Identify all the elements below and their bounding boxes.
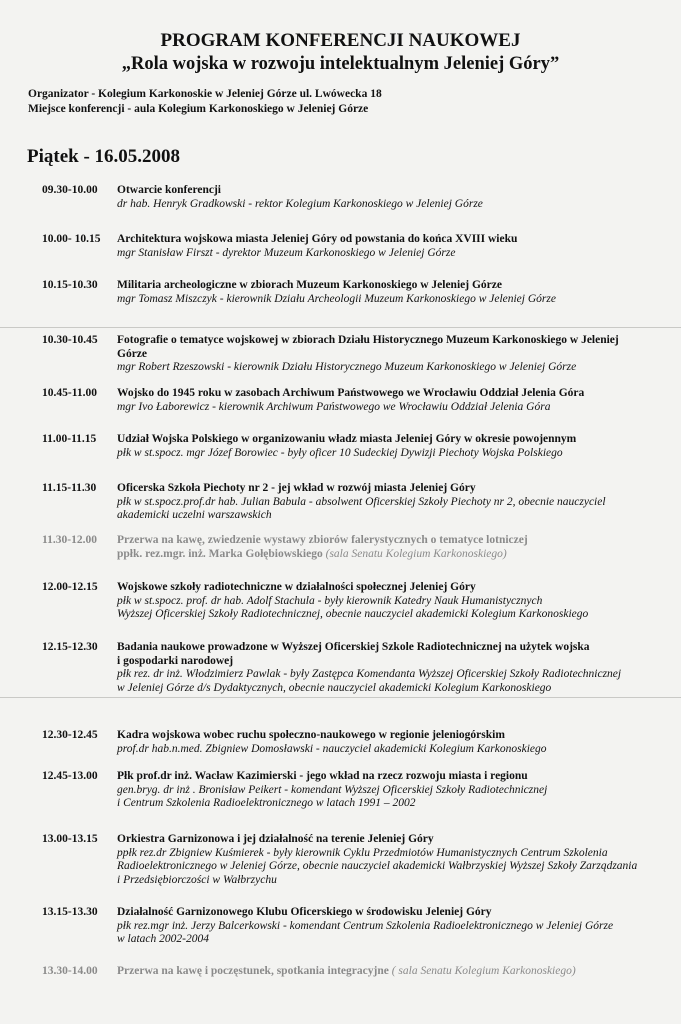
session-speaker: ppłk rez.dr Zbigniew Kuśmierek - były kierownik Cyklu Przedmiotów Humanistycznych Centrum Szkolenia <box>117 846 608 859</box>
session-speaker: płk rez. dr inż. Włodzimierz Pawlak - były Zastępca Komendanta Wyższej Oficerskiej Szkoły Radiotechnicznej <box>117 668 622 681</box>
session-speaker: mgr Stanisław Firszt - dyrektor Muzeum Karkonoskiego w Jeleniej Górze <box>117 246 456 259</box>
day-heading: Piątek - 16.05.2008 <box>27 146 181 167</box>
session-title: Przerwa na kawę i poczęstunek, spotkania integracyjne ( sala Senatu Kolegium Karkonoskiego) <box>117 965 576 977</box>
session-title: Otwarcie konferencji <box>117 184 222 196</box>
session-title: Badania naukowe prowadzone w Wyższej Oficerskiej Szkole Radiotechnicznej na użytek wojska <box>117 641 590 653</box>
session-speaker: w Jeleniej Górze d/s Dydaktycznych, obecnie nauczyciel akademicki Kolegium Karkonoskiego <box>117 682 552 695</box>
session-title: Militaria archeologiczne w zbiorach Muzeum Karkonoskiego w Jeleniej Górze <box>117 279 502 291</box>
session-title: Oficerska Szkoła Piechoty nr 2 - jej wkład w rozwój miasta Jeleniej Góry <box>117 482 476 494</box>
session-speaker: Wyższej Oficerskiej Szkoły Radiotechnicznej, obecnie nauczyciel akademicki Kolegium Karkonoskiego <box>117 608 589 621</box>
session-title: Udział Wojska Polskiego w organizowaniu władz miasta Jeleniej Góry w okresie powojennym <box>117 433 577 445</box>
session-speaker: mgr Ivo Łaborewicz - kierownik Archiwum Państwowego we Wrocławiu Oddział Jelenia Góra <box>117 400 551 413</box>
session-speaker: i Centrum Szkolenia Radioelektronicznego w latach 1991 – 2002 <box>117 797 416 810</box>
session-title: Płk prof.dr inż. Wacław Kazimierski - jego wkład na rzecz rozwoju miasta i regionu <box>117 770 528 782</box>
session-time: 13.15-13.30 <box>42 906 98 918</box>
venue: Miejsce konferencji - aula Kolegium Karkonoskiego w Jeleniej Górze <box>28 103 369 115</box>
paper-fold-line <box>0 327 681 328</box>
session-time: 10.45-11.00 <box>42 387 97 399</box>
organizer: Organizator - Kolegium Karkonoskie w Jeleniej Górze ul. Lwówecka 18 <box>28 88 382 100</box>
session-speaker: płk w st.spocz. prof. dr hab. Adolf Stachula - były kierownik Katedry Nauk Humanistycznych <box>117 594 543 607</box>
session-speaker: dr hab. Henryk Gradkowski - rektor Kolegium Karkonoskiego w Jeleniej Górze <box>117 197 483 210</box>
session-speaker: prof.dr hab.n.med. Zbigniew Domosławski - nauczyciel akademicki Kolegium Karkonoskiego <box>117 742 547 755</box>
session-time: 12.30-12.45 <box>42 729 98 741</box>
session-title: Wojskowe szkoły radiotechniczne w działalności społecznej Jeleniej Góry <box>117 581 476 593</box>
session-title: i gospodarki narodowej <box>117 654 234 667</box>
session-time: 11.15-11.30 <box>42 482 97 494</box>
session-speaker: Radioelektronicznego w Jeleniej Górze, obecnie nauczyciel akademicki Wałbrzyskiej Wyższej Szkoły Zarządzania <box>117 860 638 873</box>
session-speaker: płk w st.spocz.prof.dr hab. Julian Babula - absolwent Oficerskiej Szkoły Piechoty nr 2, obecnie nauczyciel <box>117 495 606 508</box>
session-speaker: i Przedsiębiorczości w Wałbrzychu <box>117 874 277 887</box>
session-speaker: w latach 2002-2004 <box>117 933 209 946</box>
session-speaker: gen.bryg. dr inż . Bronisław Peikert - komendant Wyższej Oficerskiej Szkoły Radiotechnicznej <box>117 783 548 796</box>
session-time: 10.00- 10.15 <box>42 233 101 245</box>
session-time: 10.30-10.45 <box>42 334 98 346</box>
session-time: 10.15-10.30 <box>42 279 98 291</box>
document-subtitle: „Rola wojska w rozwoju intelektualnym Jeleniej Góry” <box>121 54 560 74</box>
session-title: Orkiestra Garnizonowa i jej działalność na terenie Jeleniej Góry <box>117 833 434 845</box>
session-speaker: mgr Robert Rzeszowski - kierownik Działu Historycznego Muzeum Karkonoskiego w Jeleniej Górze <box>117 361 577 374</box>
session-location-note: ( sala Senatu Kolegium Karkonoskiego) <box>388 965 576 977</box>
session-speaker: płk w st.spocz. mgr Józef Borowiec - były oficer 10 Sudeckiej Dywizji Piechoty Wojska Polskiego <box>117 446 563 459</box>
session-speaker: akademicki uczelni warszawskich <box>117 509 272 522</box>
session-title: ppłk. rez.mgr. inż. Marka Gołębiowskiego (sala Senatu Kolegium Karkonoskiego) <box>117 547 507 560</box>
session-time: 12.15-12.30 <box>42 641 98 653</box>
session-time: 11.30-12.00 <box>42 534 97 546</box>
session-speaker: mgr Tomasz Miszczyk - kierownik Działu Archeologii Muzeum Karkonoskiego w Jeleniej Górze <box>117 292 556 305</box>
session-time: 11.00-11.15 <box>42 433 97 445</box>
session-time: 13.00-13.15 <box>42 833 98 845</box>
session-title: Kadra wojskowa wobec ruchu społeczno-naukowego w regionie jeleniogórskim <box>117 729 505 741</box>
session-title: Wojsko do 1945 roku w zasobach Archiwum Państwowego we Wrocławiu Oddział Jelenia Góra <box>117 387 585 399</box>
session-title: Architektura wojskowa miasta Jeleniej Góry od powstania do końca XVIII wieku <box>117 233 518 245</box>
paper-fold-line <box>0 697 681 698</box>
session-time: 09.30-10.00 <box>42 184 98 196</box>
document-title: PROGRAM KONFERENCJI NAUKOWEJ <box>160 30 521 51</box>
session-time: 12.00-12.15 <box>42 581 98 593</box>
session-title: Przerwa na kawę, zwiedzenie wystawy zbiorów falerystycznych o tematyce lotniczej <box>117 534 528 546</box>
session-title: Działalność Garnizonowego Klubu Oficerskiego w środowisku Jeleniej Góry <box>117 906 492 918</box>
session-speaker: płk rez.mgr inż. Jerzy Balcerkowski - komendant Centrum Szkolenia Radioelektronicznego w Jeleniej Górze <box>117 919 614 932</box>
session-time: 13.30-14.00 <box>42 965 98 977</box>
session-time: 12.45-13.00 <box>42 770 98 782</box>
session-title: Fotografie o tematyce wojskowej w zbiorach Działu Historycznego Muzeum Karkonoskiego w Jeleniej <box>117 334 619 346</box>
session-title: Górze <box>117 347 148 360</box>
session-location-note: (sala Senatu Kolegium Karkonoskiego) <box>322 547 507 560</box>
